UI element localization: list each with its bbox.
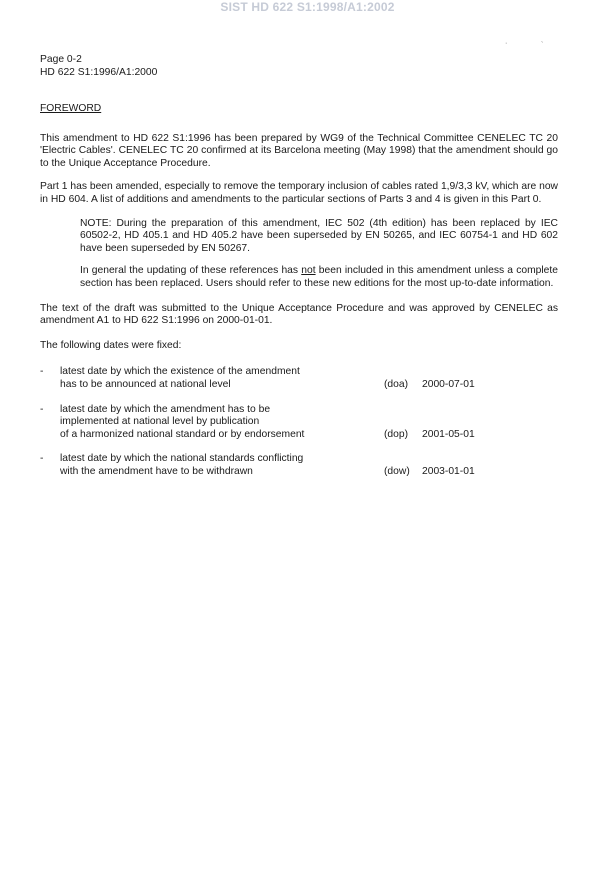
list-dash: - (40, 403, 44, 415)
date-code: (doa) (384, 378, 409, 390)
list-dash: - (40, 453, 44, 465)
foreword-section (40, 103, 558, 490)
date-value: 2000-07-01 (422, 378, 475, 390)
underlined-not: not (301, 265, 316, 277)
paragraph-approval: The text of the draft was submitted to the Unique Acceptance Procedure and was approved by CENELEC as amendment A1 to HD 622 S1:1996 on 2000-01-01. (40, 302, 558, 327)
page-reference (40, 53, 157, 79)
date-code: (dow) (384, 465, 410, 477)
date-description-line: latest date by which the amendment has to be (60, 403, 271, 415)
date-value: 2003-01-01 (422, 465, 475, 477)
date-description-line: implemented at national level by publication (60, 416, 260, 428)
date-item-dow (40, 453, 558, 478)
date-description-line: of a harmonized national standard or by endorsement (60, 428, 305, 440)
note-paragraph: NOTE: During the preparation of this amendment, IEC 502 (4th edition) has been replaced by IEC 60502-2, HD 405.1 and HD 405.2 have been superseded by EN 50265, and IEC 60754-1 and HD 602 have been superseded by EN 50267. (80, 217, 558, 254)
date-item-dop (40, 404, 558, 442)
date-description-line: latest date by which the existence of the amendment (60, 366, 300, 378)
paragraph-prepared-by: This amendment to HD 622 S1:1996 has been prepared by WG9 of the Technical Committee CENELEC TC 20 'Electric Cables'. CENELEC TC 20 confirmed at its Barcelona meeting (May 1998) that the amendment should go to the Unique Acceptance Procedure. (40, 132, 558, 169)
scan-speck: · (505, 40, 508, 47)
scan-speck: ` (541, 42, 544, 49)
note-block (80, 218, 558, 291)
date-description-line: with the amendment have to be withdrawn (60, 465, 253, 477)
document-reference: HD 622 S1:1996/A1:2000 (40, 67, 158, 78)
list-dash: - (40, 366, 44, 378)
foreword-heading: FOREWORD (40, 103, 102, 114)
date-description-line: latest date by which the national standards conflicting (60, 453, 304, 465)
page-number: Page 0-2 (40, 54, 82, 65)
references-paragraph: In general the updating of these references has not been included in this amendment unless a complete section has been replaced. Users should refer to these new editions for the most up-to-date information. (80, 265, 558, 289)
watermark: SIST HD 622 S1:1998/A1:2002 (220, 0, 395, 14)
paragraph-part1-amended: Part 1 has been amended, especially to remove the temporary inclusion of cables rated 1,9/3,3 kV, which are now in HD 604. A list of additions and amendments to the particular sections of Parts 3 and 4 is given in this Part 0. (40, 181, 558, 205)
paragraph-dates-intro: The following dates were fixed: (40, 339, 182, 351)
date-value: 2001-05-01 (422, 428, 475, 440)
date-item-doa (40, 366, 558, 391)
date-code: (dop) (384, 428, 409, 440)
date-description-line: has to be announced at national level (60, 378, 231, 390)
dates-list (40, 366, 558, 478)
